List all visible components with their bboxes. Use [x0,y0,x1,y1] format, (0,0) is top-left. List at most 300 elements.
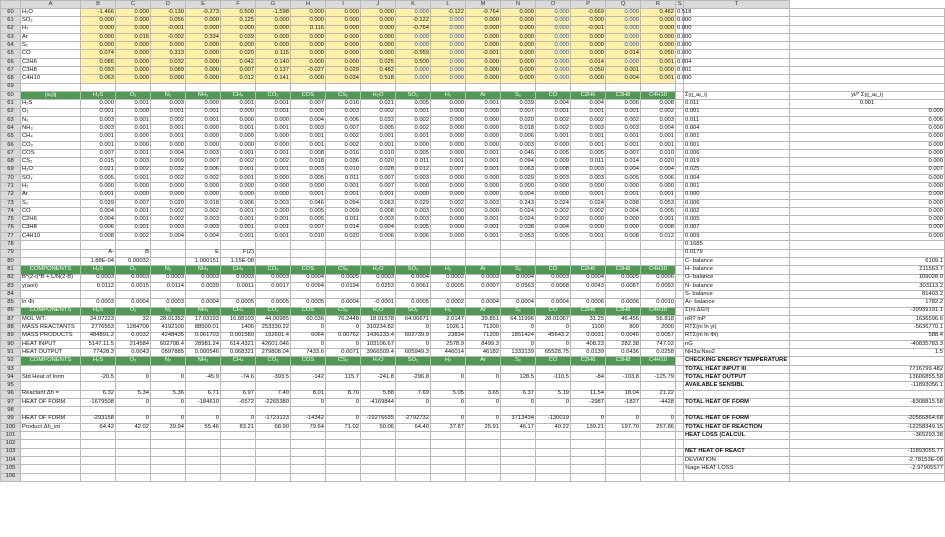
sheet-cell[interactable]: H- balance [684,266,790,274]
sheet-cell[interactable]: 192601.4 [256,332,291,340]
sheet-cell[interactable] [221,457,256,465]
sheet-cell[interactable]: CH₄ [221,266,256,274]
sheet-cell[interactable]: 0.008 [641,224,676,232]
sheet-cell[interactable]: 0.0004 [186,299,221,307]
sheet-cell[interactable] [536,473,571,481]
sheet-cell[interactable] [676,108,684,116]
sheet-cell[interactable]: 0.137 [256,67,291,75]
sheet-cell[interactable]: -2.78153E-08 [790,457,945,465]
sheet-cell[interactable]: 88500.01 [186,324,221,332]
row-header[interactable]: 97 [1,398,21,406]
sheet-cell[interactable]: 0.000 [641,42,676,50]
sheet-cell[interactable]: 0.000 [186,133,221,141]
sheet-cell[interactable]: 1333139 [501,349,536,357]
sheet-cell[interactable]: Σyj_aᵢᵢ_ij [684,91,790,99]
sheet-cell[interactable] [81,83,116,91]
sheet-cell[interactable]: 0 [501,398,536,406]
sheet-cell[interactable] [256,448,291,456]
sheet-cell[interactable]: 0.021 [81,166,116,174]
sheet-cell[interactable] [790,83,945,91]
row-label-cell[interactable]: Product Δh_int [21,423,81,431]
sheet-cell[interactable]: -103.8 [606,374,641,382]
sheet-cell[interactable]: 16.88103 [221,315,256,323]
sheet-cell[interactable]: 0.000 [186,50,221,58]
sheet-cell[interactable]: 0.001 [361,191,396,199]
sheet-cell[interactable]: 0.001 [684,108,790,116]
sheet-cell[interactable]: 0.000 [116,75,151,83]
sheet-cell[interactable] [326,407,361,415]
sheet-cell[interactable] [676,332,684,340]
sheet-cell[interactable]: 0.004 [536,224,571,232]
sheet-cell[interactable]: 0.000 [536,141,571,149]
sheet-cell[interactable]: 0 [221,415,256,423]
sheet-cell[interactable]: 0.0194 [326,282,361,290]
sheet-cell[interactable]: 0 [116,398,151,406]
sheet-cell[interactable]: 1636596.6 [790,315,945,323]
sheet-cell[interactable]: 0.000 [466,116,501,124]
sheet-cell[interactable]: 6.37 [501,390,536,398]
sheet-cell[interactable]: 0.003 [291,166,326,174]
sheet-cell[interactable]: H₂S [81,307,116,315]
sheet-cell[interactable]: 0.001 [571,233,606,241]
sheet-cell[interactable] [641,432,676,440]
sheet-cell[interactable]: 0.008 [536,166,571,174]
sheet-cell[interactable]: 0.000 [466,141,501,149]
sheet-cell[interactable]: 0.020 [361,158,396,166]
sheet-cell[interactable]: 0.0003 [536,274,571,282]
sheet-cell[interactable] [676,208,684,216]
sheet-cell[interactable]: 0.003 [361,216,396,224]
row-label-cell[interactable]: SO₂ [21,17,81,25]
sheet-cell[interactable]: 0.001 [571,141,606,149]
sheet-cell[interactable] [116,382,151,390]
sheet-cell[interactable]: 71.02 [326,423,361,431]
sheet-cell[interactable] [431,440,466,448]
sheet-cell[interactable]: 0.011 [326,174,361,182]
sheet-cell[interactable] [676,365,684,373]
sheet-cell[interactable]: 211563.7 [790,266,945,274]
sheet-cell[interactable] [501,365,536,373]
row-label-cell[interactable]: MASS PRODUCTS [21,332,81,340]
sheet-cell[interactable]: 0.039 [501,100,536,108]
sheet-cell[interactable]: 0.001 [256,224,291,232]
sheet-cell[interactable] [684,407,790,415]
sheet-cell[interactable] [466,249,501,257]
sheet-cell[interactable]: 0.000 [571,216,606,224]
sheet-cell[interactable]: -2265380 [256,398,291,406]
sheet-cell[interactable] [431,457,466,465]
sheet-cell[interactable]: 0.0005 [221,299,256,307]
row-header[interactable]: 75 [1,216,21,224]
sheet-cell[interactable]: 0 [466,415,501,423]
sheet-cell[interactable] [326,382,361,390]
sheet-cell[interactable]: 0.000 [641,183,676,191]
row-label-cell[interactable]: O₂ [21,108,81,116]
sheet-cell[interactable] [641,440,676,448]
sheet-cell[interactable] [606,291,641,299]
sheet-cell[interactable] [361,440,396,448]
sheet-cell[interactable] [431,83,466,91]
sheet-cell[interactable]: 0.141 [256,75,291,83]
row-header[interactable]: 90 [1,340,21,348]
sheet-cell[interactable] [291,83,326,91]
sheet-cell[interactable]: S- balance [684,291,790,299]
sheet-cell[interactable]: 0 [291,340,326,348]
sheet-cell[interactable]: 0.000 [606,42,641,50]
sheet-cell[interactable] [431,365,466,373]
sheet-cell[interactable]: -0.002 [151,33,186,41]
sheet-cell[interactable]: Ar- balance [684,299,790,307]
sheet-cell[interactable]: 0.000 [536,67,571,75]
sheet-cell[interactable]: 0.000 [291,183,326,191]
sheet-cell[interactable] [116,465,151,473]
sheet-cell[interactable]: 0.000 [186,125,221,133]
sheet-cell[interactable]: SO₂ [396,357,431,365]
sheet-cell[interactable]: 0.068321 [221,349,256,357]
sheet-cell[interactable]: 0.012 [641,233,676,241]
sheet-cell[interactable]: 0.000 [431,100,466,108]
sheet-cell[interactable]: 0.001 [116,208,151,216]
sheet-cell[interactable]: 0.001 [676,67,684,75]
sheet-cell[interactable]: 0.000 [790,233,945,241]
sheet-cell[interactable]: 0.001 [571,191,606,199]
sheet-cell[interactable] [676,407,684,415]
row-label-cell[interactable]: H₂ [21,183,81,191]
sheet-cell[interactable] [536,249,571,257]
sheet-cell[interactable]: 0.050 [571,67,606,75]
sheet-cell[interactable]: 0 [116,415,151,423]
sheet-cell[interactable] [81,465,116,473]
sheet-cell[interactable]: 0.000 [116,50,151,58]
sheet-cell[interactable]: 0.001 [361,141,396,149]
sheet-cell[interactable]: 0.042 [221,58,256,66]
sheet-cell[interactable]: 0.007 [606,150,641,158]
sheet-cell[interactable]: 0.000 [186,58,221,66]
row-header[interactable]: 87 [1,315,21,323]
column-header[interactable]: C [116,1,151,9]
sheet-cell[interactable]: -0.001 [571,25,606,33]
sheet-cell[interactable] [221,448,256,456]
sheet-cell[interactable]: 0.001 [536,108,571,116]
sheet-cell[interactable]: 0.007 [291,100,326,108]
sheet-cell[interactable]: 0.000 [431,224,466,232]
sheet-cell[interactable]: 0.032 [151,58,186,66]
sheet-cell[interactable]: 0.002 [151,208,186,216]
sheet-cell[interactable] [501,473,536,481]
row-label-cell[interactable]: CO₂ [21,141,81,149]
sheet-cell[interactable]: 0.001 [606,67,641,75]
sheet-cell[interactable] [151,83,186,91]
sheet-cell[interactable]: 0.0039 [186,282,221,290]
sheet-cell[interactable]: 0.001 [116,150,151,158]
sheet-cell[interactable] [431,465,466,473]
sheet-cell[interactable]: E [186,249,221,257]
sheet-cell[interactable] [361,473,396,481]
sheet-cell[interactable]: 56.818 [641,315,676,323]
sheet-cell[interactable]: 0.001 [641,141,676,149]
row-header[interactable]: 60 [1,9,21,17]
sheet-cell[interactable]: 0 [431,374,466,382]
sheet-cell[interactable]: 747.02 [641,340,676,348]
sheet-cell[interactable]: 0.016 [116,33,151,41]
row-header[interactable]: 76 [1,224,21,232]
sheet-cell[interactable]: C2H6 [571,91,606,99]
sheet-cell[interactable] [291,440,326,448]
sheet-cell[interactable]: 0.000 [186,25,221,33]
sheet-cell[interactable]: 6.71 [186,390,221,398]
sheet-cell[interactable] [676,166,684,174]
sheet-cell[interactable] [396,457,431,465]
sheet-cell[interactable] [676,473,684,481]
sheet-cell[interactable]: C3H8 [606,91,641,99]
sheet-cell[interactable] [501,241,536,249]
row-header[interactable]: 67 [1,150,21,158]
sheet-cell[interactable]: 0.001 [221,216,256,224]
sheet-cell[interactable] [326,448,361,456]
sheet-cell[interactable]: 0 [396,398,431,406]
sheet-cell[interactable]: 0.0436 [606,349,641,357]
sheet-cell[interactable]: 37.87 [431,423,466,431]
sheet-cell[interactable]: 0.003 [396,174,431,182]
sheet-cell[interactable]: 0.000 [536,58,571,66]
sheet-cell[interactable]: 0.010 [326,166,361,174]
row-label-cell[interactable]: MASS REACTANTS [21,324,81,332]
sheet-cell[interactable]: -1.466 [81,9,116,17]
row-label-cell[interactable] [21,407,81,415]
sheet-cell[interactable]: 0.009 [151,158,186,166]
sheet-cell[interactable]: 0 [326,398,361,406]
sheet-cell[interactable] [790,50,945,58]
sheet-cell[interactable]: 0.000 [606,183,641,191]
sheet-cell[interactable]: 0.020 [326,233,361,241]
sheet-cell[interactable]: 3.65 [466,390,501,398]
sheet-cell[interactable]: Ar [466,91,501,99]
sheet-cell[interactable]: 79.64 [291,423,326,431]
sheet-cell[interactable] [676,432,684,440]
sheet-cell[interactable]: yi/* Σyj_aᵢᵢ_ij [790,91,945,99]
sheet-cell[interactable]: 0.008 [606,233,641,241]
column-header[interactable]: O [536,1,571,9]
sheet-cell[interactable]: 64.42 [81,423,116,431]
sheet-cell[interactable] [676,174,684,182]
sheet-cell[interactable]: 0.000 [606,9,641,17]
sheet-cell[interactable] [291,291,326,299]
sheet-cell[interactable]: 0.010 [291,233,326,241]
sheet-cell[interactable]: 0.000 [326,9,361,17]
sheet-cell[interactable] [186,440,221,448]
sheet-cell[interactable]: 0.0010 [641,299,676,307]
sheet-cell[interactable] [361,382,396,390]
sheet-cell[interactable]: Ar [466,266,501,274]
row-header[interactable]: 92 [1,357,21,365]
sheet-cell[interactable]: 0.020 [151,199,186,207]
row-header[interactable]: 95 [1,382,21,390]
sheet-cell[interactable] [396,407,431,415]
sheet-cell[interactable]: 0.006 [81,224,116,232]
row-header[interactable]: 106 [1,473,21,481]
sheet-cell[interactable]: 0.005 [641,208,676,216]
sheet-cell[interactable]: 0.003 [571,174,606,182]
sheet-cell[interactable]: 0.046 [291,199,326,207]
sheet-cell[interactable]: 0.0003 [151,299,186,307]
column-header[interactable]: A [21,1,81,9]
sheet-cell[interactable] [116,457,151,465]
sheet-cell[interactable]: 0.000 [431,208,466,216]
sheet-cell[interactable]: 0.000 [676,50,684,58]
sheet-cell[interactable]: 0.313 [151,50,186,58]
sheet-cell[interactable]: 0.002 [151,116,186,124]
sheet-cell[interactable] [326,249,361,257]
row-label-cell[interactable]: N₂ [21,116,81,124]
row-header[interactable]: 96 [1,390,21,398]
sheet-cell[interactable]: 0.007 [291,224,326,232]
sheet-cell[interactable]: 0.001 [116,174,151,182]
sheet-cell[interactable]: 50.06 [361,423,396,431]
sheet-cell[interactable] [326,473,361,481]
sheet-cell[interactable] [536,291,571,299]
sheet-cell[interactable] [676,382,684,390]
sheet-cell[interactable]: 0.003 [536,174,571,182]
sheet-cell[interactable]: 0.001 [606,108,641,116]
sheet-cell[interactable]: 0.000 [466,42,501,50]
sheet-cell[interactable]: -12258349.15 [790,423,945,431]
sheet-cell[interactable] [536,465,571,473]
sheet-cell[interactable]: 0.000 [326,25,361,33]
row-label-cell[interactable]: CO [21,208,81,216]
sheet-cell[interactable]: 0.005 [396,224,431,232]
sheet-cell[interactable] [431,432,466,440]
sheet-cell[interactable]: 68.90 [256,423,291,431]
sheet-cell[interactable]: 0597885 [151,349,186,357]
sheet-cell[interactable]: 0.007 [431,166,466,174]
row-label-cell[interactable]: H₂S [21,100,81,108]
sheet-cell[interactable]: 0.000 [291,33,326,41]
sheet-cell[interactable]: O- balance [684,274,790,282]
sheet-cell[interactable]: 0.000 [431,150,466,158]
sheet-cell[interactable]: 8.01 [291,390,326,398]
sheet-cell[interactable]: 0.001 [641,191,676,199]
sheet-cell[interactable]: -20566864.68 [790,415,945,423]
sheet-cell[interactable]: 0.001 [466,100,501,108]
sheet-cell[interactable]: CO [536,307,571,315]
row-header[interactable]: 91 [1,349,21,357]
sheet-cell[interactable]: CS₂ [326,91,361,99]
sheet-cell[interactable]: 1284700 [116,324,151,332]
sheet-cell[interactable]: 0.001 [256,125,291,133]
row-label-cell[interactable]: ln Φi [21,299,81,307]
sheet-cell[interactable] [81,291,116,299]
sheet-cell[interactable]: 0.004 [606,208,641,216]
sheet-cell[interactable] [151,257,186,265]
sheet-cell[interactable]: 279808.04 [256,349,291,357]
sheet-cell[interactable]: 0.0004 [501,299,536,307]
sheet-cell[interactable]: 0.000 [466,191,501,199]
sheet-cell[interactable] [151,241,186,249]
sheet-cell[interactable]: 0.020 [641,158,676,166]
sheet-cell[interactable]: 0.007 [326,125,361,133]
sheet-cell[interactable] [676,233,684,241]
sheet-cell[interactable]: 0.001 [221,233,256,241]
sheet-cell[interactable]: CO [536,91,571,99]
sheet-cell[interactable]: -1679508 [81,398,116,406]
row-header[interactable]: 64 [1,125,21,133]
sheet-cell[interactable]: H₂ [431,266,466,274]
sheet-cell[interactable]: 0 [116,374,151,382]
sheet-cell[interactable]: 0.000 [431,25,466,33]
sheet-cell[interactable] [361,291,396,299]
sheet-cell[interactable]: DEVIATION [684,457,790,465]
sheet-cell[interactable]: -296.8 [396,374,431,382]
sheet-cell[interactable]: 0.000 [291,58,326,66]
sheet-cell[interactable]: 0.001 [221,150,256,158]
row-label-cell[interactable]: (aᵢᵢ)ij [21,91,81,99]
sheet-cell[interactable]: 0.000 [571,183,606,191]
sheet-cell[interactable] [676,423,684,431]
sheet-cell[interactable] [676,249,684,257]
sheet-cell[interactable]: RTΣ(ni ln yi) [684,324,790,332]
sheet-cell[interactable]: 0.011 [684,100,790,108]
sheet-cell[interactable] [676,83,684,91]
sheet-cell[interactable]: 0 [571,415,606,423]
row-label-cell[interactable]: HEAT INPUT [21,340,81,348]
sheet-cell[interactable]: 0.000 [151,183,186,191]
sheet-cell[interactable]: 0.006 [396,233,431,241]
sheet-cell[interactable]: 0.000 [151,191,186,199]
sheet-cell[interactable]: 32 [116,315,151,323]
sheet-cell[interactable]: 0.0004 [116,299,151,307]
sheet-cell[interactable]: 0.000 [431,116,466,124]
sheet-cell[interactable]: -4428 [641,398,676,406]
sheet-cell[interactable] [501,457,536,465]
sheet-cell[interactable]: 0.000 [186,191,221,199]
sheet-cell[interactable]: 0.024 [571,199,606,207]
sheet-cell[interactable]: 0 [501,324,536,332]
sheet-cell[interactable]: 588.4 [790,332,945,340]
sheet-cell[interactable]: 0.000 [116,42,151,50]
sheet-cell[interactable]: 3713434 [501,415,536,423]
sheet-cell[interactable] [606,457,641,465]
sheet-cell[interactable]: 0.000 [256,116,291,124]
sheet-cell[interactable]: 0.001 [396,108,431,116]
sheet-cell[interactable] [221,291,256,299]
sheet-cell[interactable]: 0.016 [326,100,361,108]
sheet-cell[interactable]: 0.0032 [116,332,151,340]
sheet-cell[interactable] [326,440,361,448]
sheet-cell[interactable] [676,266,684,274]
sheet-cell[interactable]: 0.024 [501,216,536,224]
sheet-cell[interactable]: 0.008 [81,233,116,241]
sheet-cell[interactable]: 0.0046 [606,332,641,340]
sheet-cell[interactable] [116,440,151,448]
sheet-cell[interactable]: 0.000 [536,50,571,58]
sheet-cell[interactable]: 0.000 [676,33,684,41]
sheet-cell[interactable]: NH₃ [186,266,221,274]
sheet-cell[interactable]: 0.001 [641,58,676,66]
sheet-cell[interactable]: 5.88 [361,390,396,398]
sheet-cell[interactable]: 0.0139 [571,349,606,357]
sheet-cell[interactable]: 0.0253 [361,282,396,290]
sheet-cell[interactable]: 0.000 [186,183,221,191]
sheet-cell[interactable]: -1.598 [256,9,291,17]
row-label-cell[interactable] [21,83,81,91]
sheet-cell[interactable]: 0.000 [291,42,326,50]
sheet-cell[interactable]: 0.014 [606,50,641,58]
sheet-cell[interactable]: NH₃ [186,91,221,99]
sheet-cell[interactable]: O₂ [116,266,151,274]
sheet-cell[interactable]: 0.001 [684,183,790,191]
sheet-cell[interactable]: H₂S [81,91,116,99]
sheet-cell[interactable]: 0.001 [256,108,291,116]
